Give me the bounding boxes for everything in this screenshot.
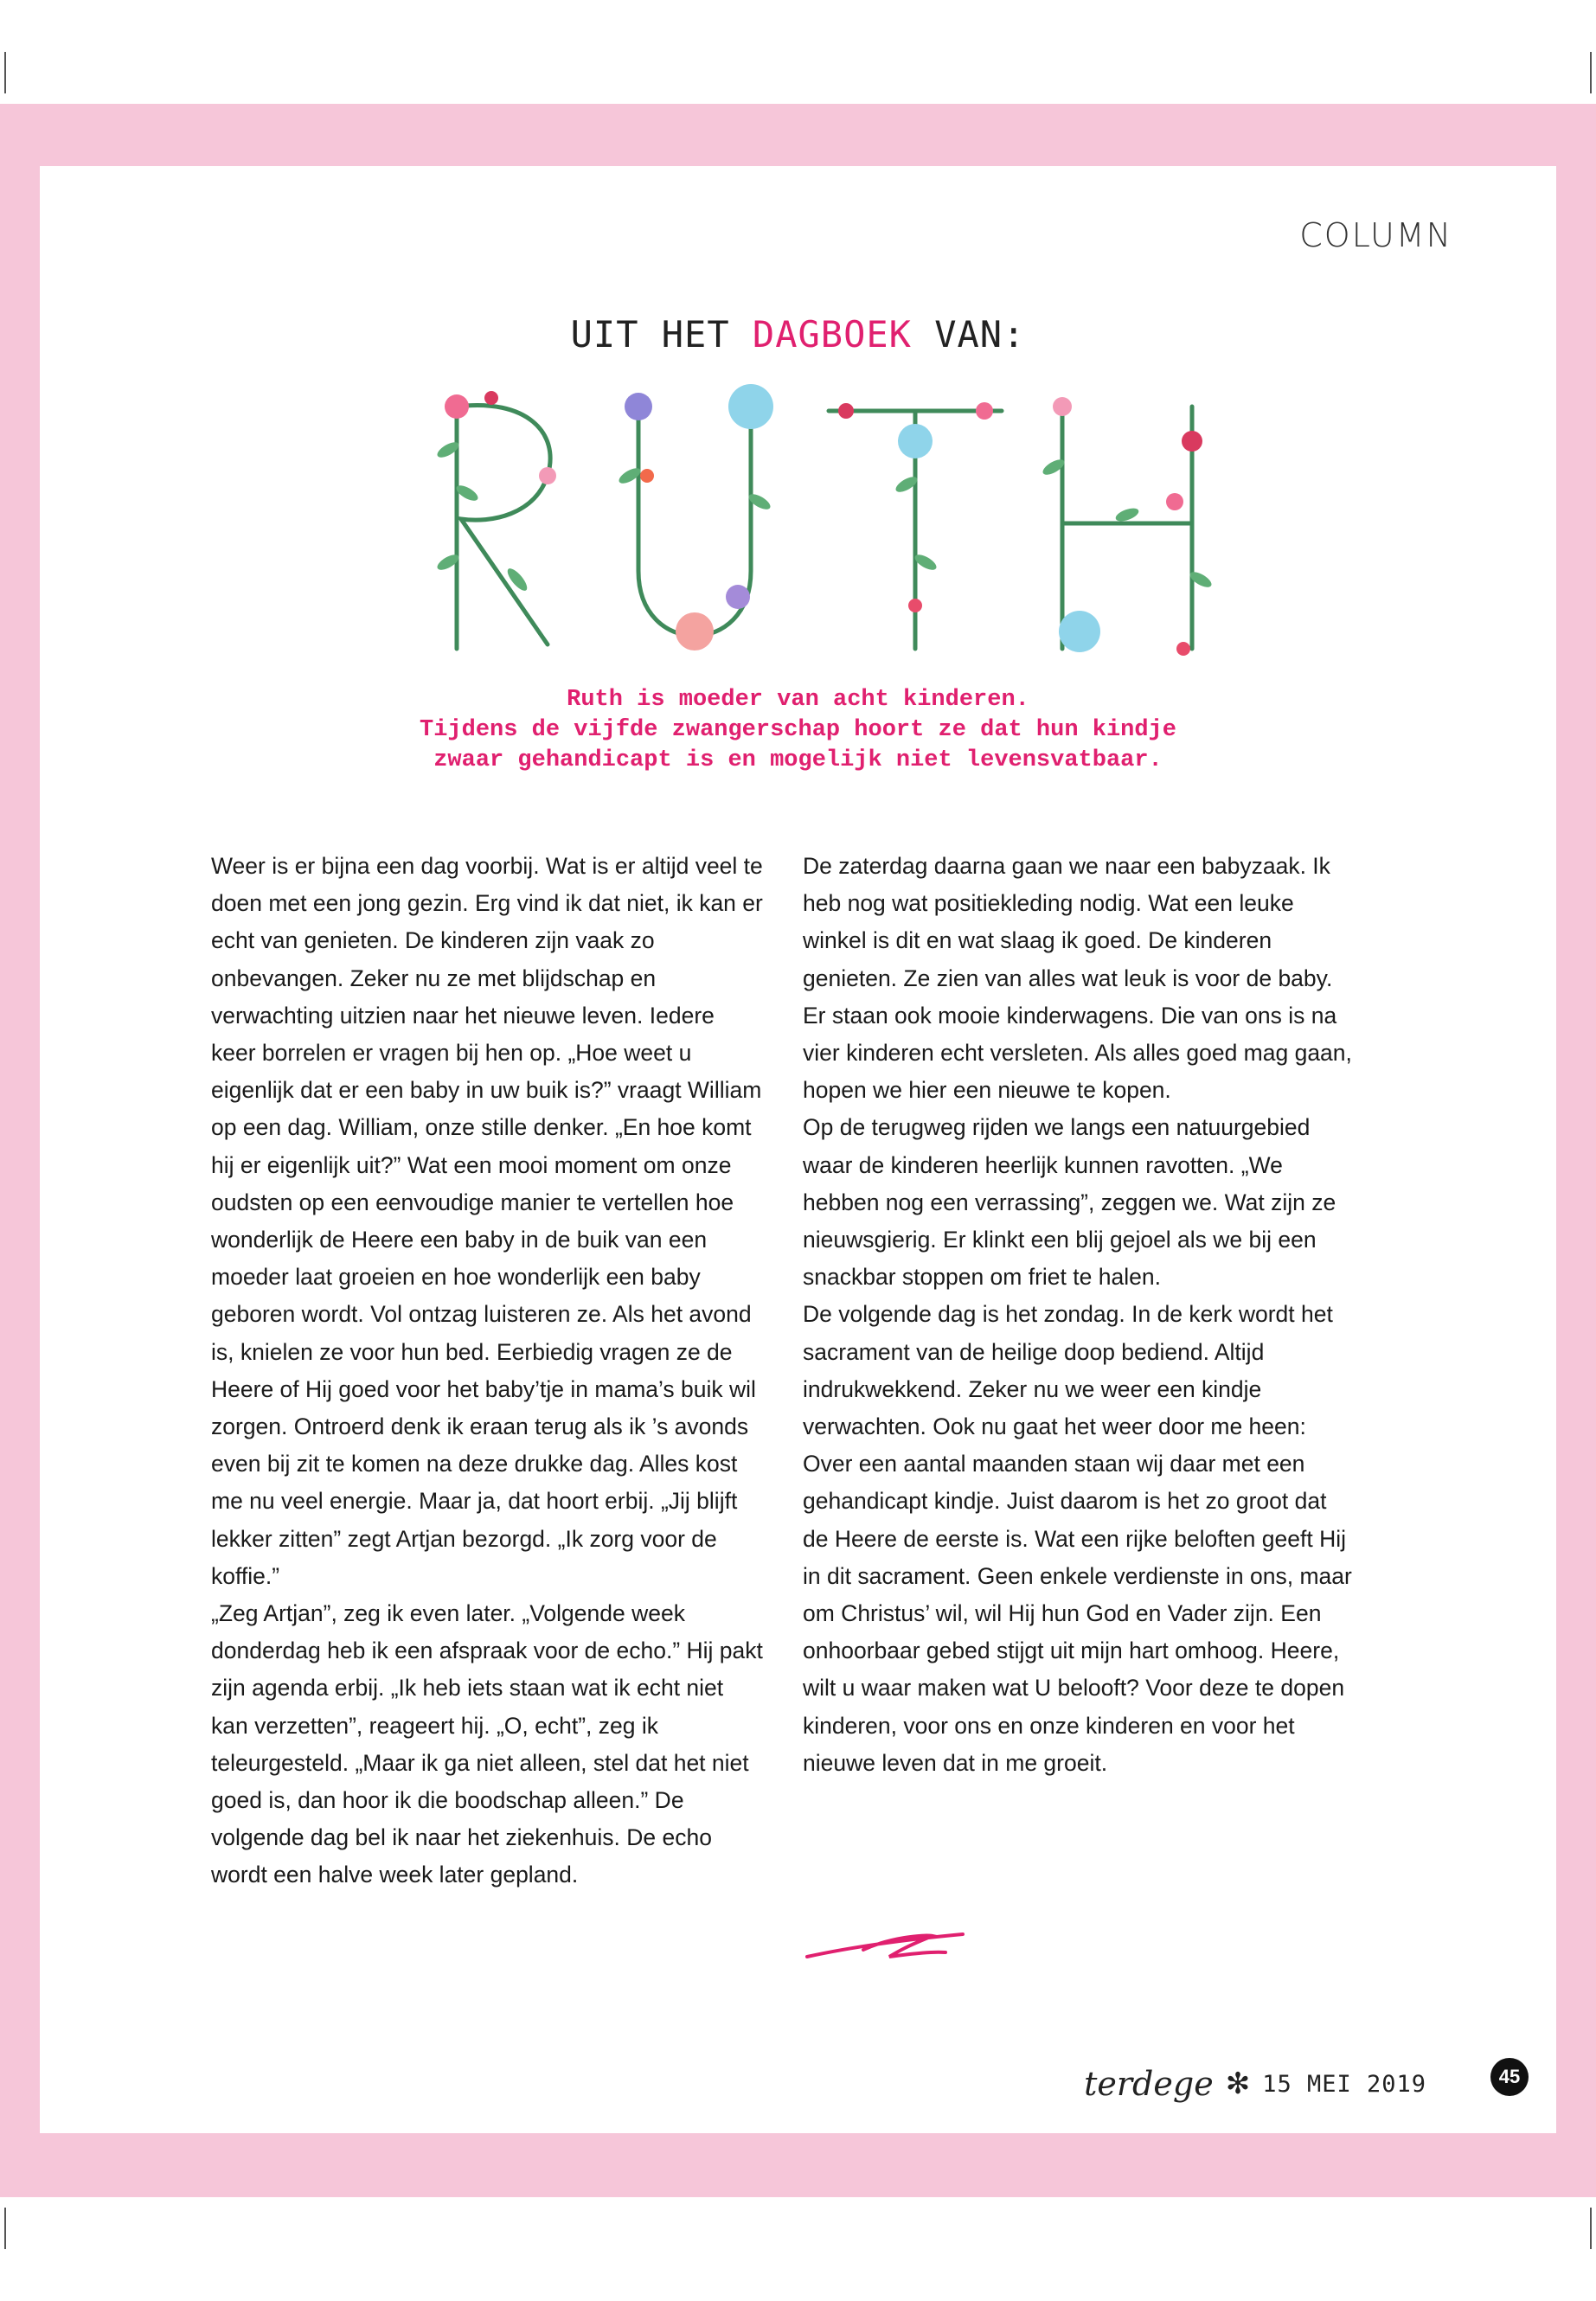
article-column-right bbox=[803, 848, 1356, 1782]
crop-mark bbox=[4, 2208, 6, 2249]
paragraph: Op de terugweg rijden we langs een natuurgebied waar de kinderen heerlijk kunnen ravotten. „We hebben nog een verrassing”, zeggen we. Wat zijn ze nieuwsgierig. Er klinkt een blij gejoel als we bij een snackbar stoppen om friet te halen. bbox=[803, 1114, 1336, 1291]
headline bbox=[40, 313, 1556, 356]
intro-line: Tijdens de vijfde zwangerschap hoort ze dat hun kindje bbox=[420, 717, 1176, 743]
crop-mark bbox=[1590, 2208, 1592, 2249]
paragraph: De volgende dag is het zondag. In de kerk wordt het sacrament van de heilige doop bediend. Altijd indrukwekkend. Zeker nu we weer een kindje verwachten. Ook nu gaat het weer door me heen: Over een aantal maanden staan wij daar met een gehandicapt kindje. Juist daarom is het zo groot dat de Heere de eerste is. Wat een rijke beloften geeft Hij in dit sacrament. Geen enkele verdienste in ons, maar om Christus’ wil, wil Hij hun God en Vader zijn. Een onhoorbaar gebed stijgt uit mijn hart omhoog. Heere, wilt u waar maken wat U belooft? Voor deze te dopen kinderen, voor ons en onze kinderen en voor het nieuwe leven dat in me groeit. bbox=[803, 1301, 1352, 1776]
author-signature bbox=[803, 1929, 967, 1964]
article-column-left bbox=[211, 848, 765, 1894]
floral-ruth-title-illustration bbox=[396, 372, 1227, 666]
intro-summary bbox=[40, 685, 1556, 776]
magazine-page bbox=[40, 166, 1556, 2133]
page-number-badge: 45 bbox=[1490, 2058, 1529, 2096]
column-label: COLUMN bbox=[1299, 216, 1452, 254]
headline-prefix: UIT HET bbox=[570, 313, 753, 356]
paragraph: Weer is er bijna een dag voorbij. Wat is er altijd veel te doen met een jong gezin. Erg vind ik dat niet, ik kan er echt van genieten. De kinderen zijn vaak zo onbevangen. Zeker nu ze met blijdschap en verwachting uitzien naar het nieuwe leven. Iedere keer borrelen er vragen bij hen op. „Hoe weet u eigenlijk dat er een baby in uw buik is?” vraagt William op een dag. William, onze stille denker. „En hoe komt hij er eigenlijk uit?” Wat een mooi moment om onze oudsten op een eenvoudige manier te vertellen hoe wonderlijk de Heere een baby in de buik van een moeder laat groeien en hoe wonderlijk een baby geboren wordt. Vol ontzag luisteren ze. Als het avond is, knielen ze voor hun bed. Eerbiedig vragen ze de Heere of Hij goed voor het baby’tje in mama’s buik wil zorgen. Ontroerd denk ik eraan terug als ik ’s avonds even bij zit te komen na deze drukke dag. Alles kost me nu veel energie. Maar ja, dat hoort erbij. „Jij blijft lekker zitten” zegt Artjan bezorgd. „Ik zorg voor de koffie.” bbox=[211, 853, 763, 1589]
separator-icon: ✻ bbox=[1225, 2067, 1251, 2101]
magazine-brand: terdege bbox=[1084, 2065, 1214, 2103]
intro-line: zwaar gehandicapt is en mogelijk niet levensvatbaar. bbox=[433, 747, 1163, 773]
page-footer bbox=[1084, 2065, 1426, 2103]
crop-mark bbox=[1590, 52, 1592, 93]
paragraph: „Zeg Artjan”, zeg ik even later. „Volgende week donderdag heb ik een afspraak voor de echo.” Hij pakt zijn agenda erbij. „Ik heb iets staan wat ik echt niet kan verzetten”, reageert hij. „O, echt”, zeg ik teleurgesteld. „Maar ik ga niet alleen, stel dat het niet goed is, dan hoor ik die boodschap alleen.” De volgende dag bel ik naar het ziekenhuis. De echo wordt een halve week later gepland. bbox=[211, 1600, 763, 1888]
intro-line: Ruth is moeder van acht kinderen. bbox=[567, 687, 1029, 713]
crop-mark bbox=[4, 52, 6, 93]
issue-date: 15 MEI 2019 bbox=[1262, 2070, 1426, 2098]
paragraph: De zaterdag daarna gaan we naar een babyzaak. Ik heb nog wat positiekleding nodig. Wat een leuke winkel is dit en wat slaag ik goed. De kinderen genieten. Ze zien van alles wat leuk is voor de baby. Er staan ook mooie kinderwagens. Die van ons is na vier kinderen echt versleten. Als alles goed mag gaan, hopen we hier een nieuwe te kopen. bbox=[803, 853, 1352, 1104]
headline-suffix: VAN: bbox=[911, 313, 1026, 356]
headline-accent: DAGBOEK bbox=[752, 313, 912, 356]
